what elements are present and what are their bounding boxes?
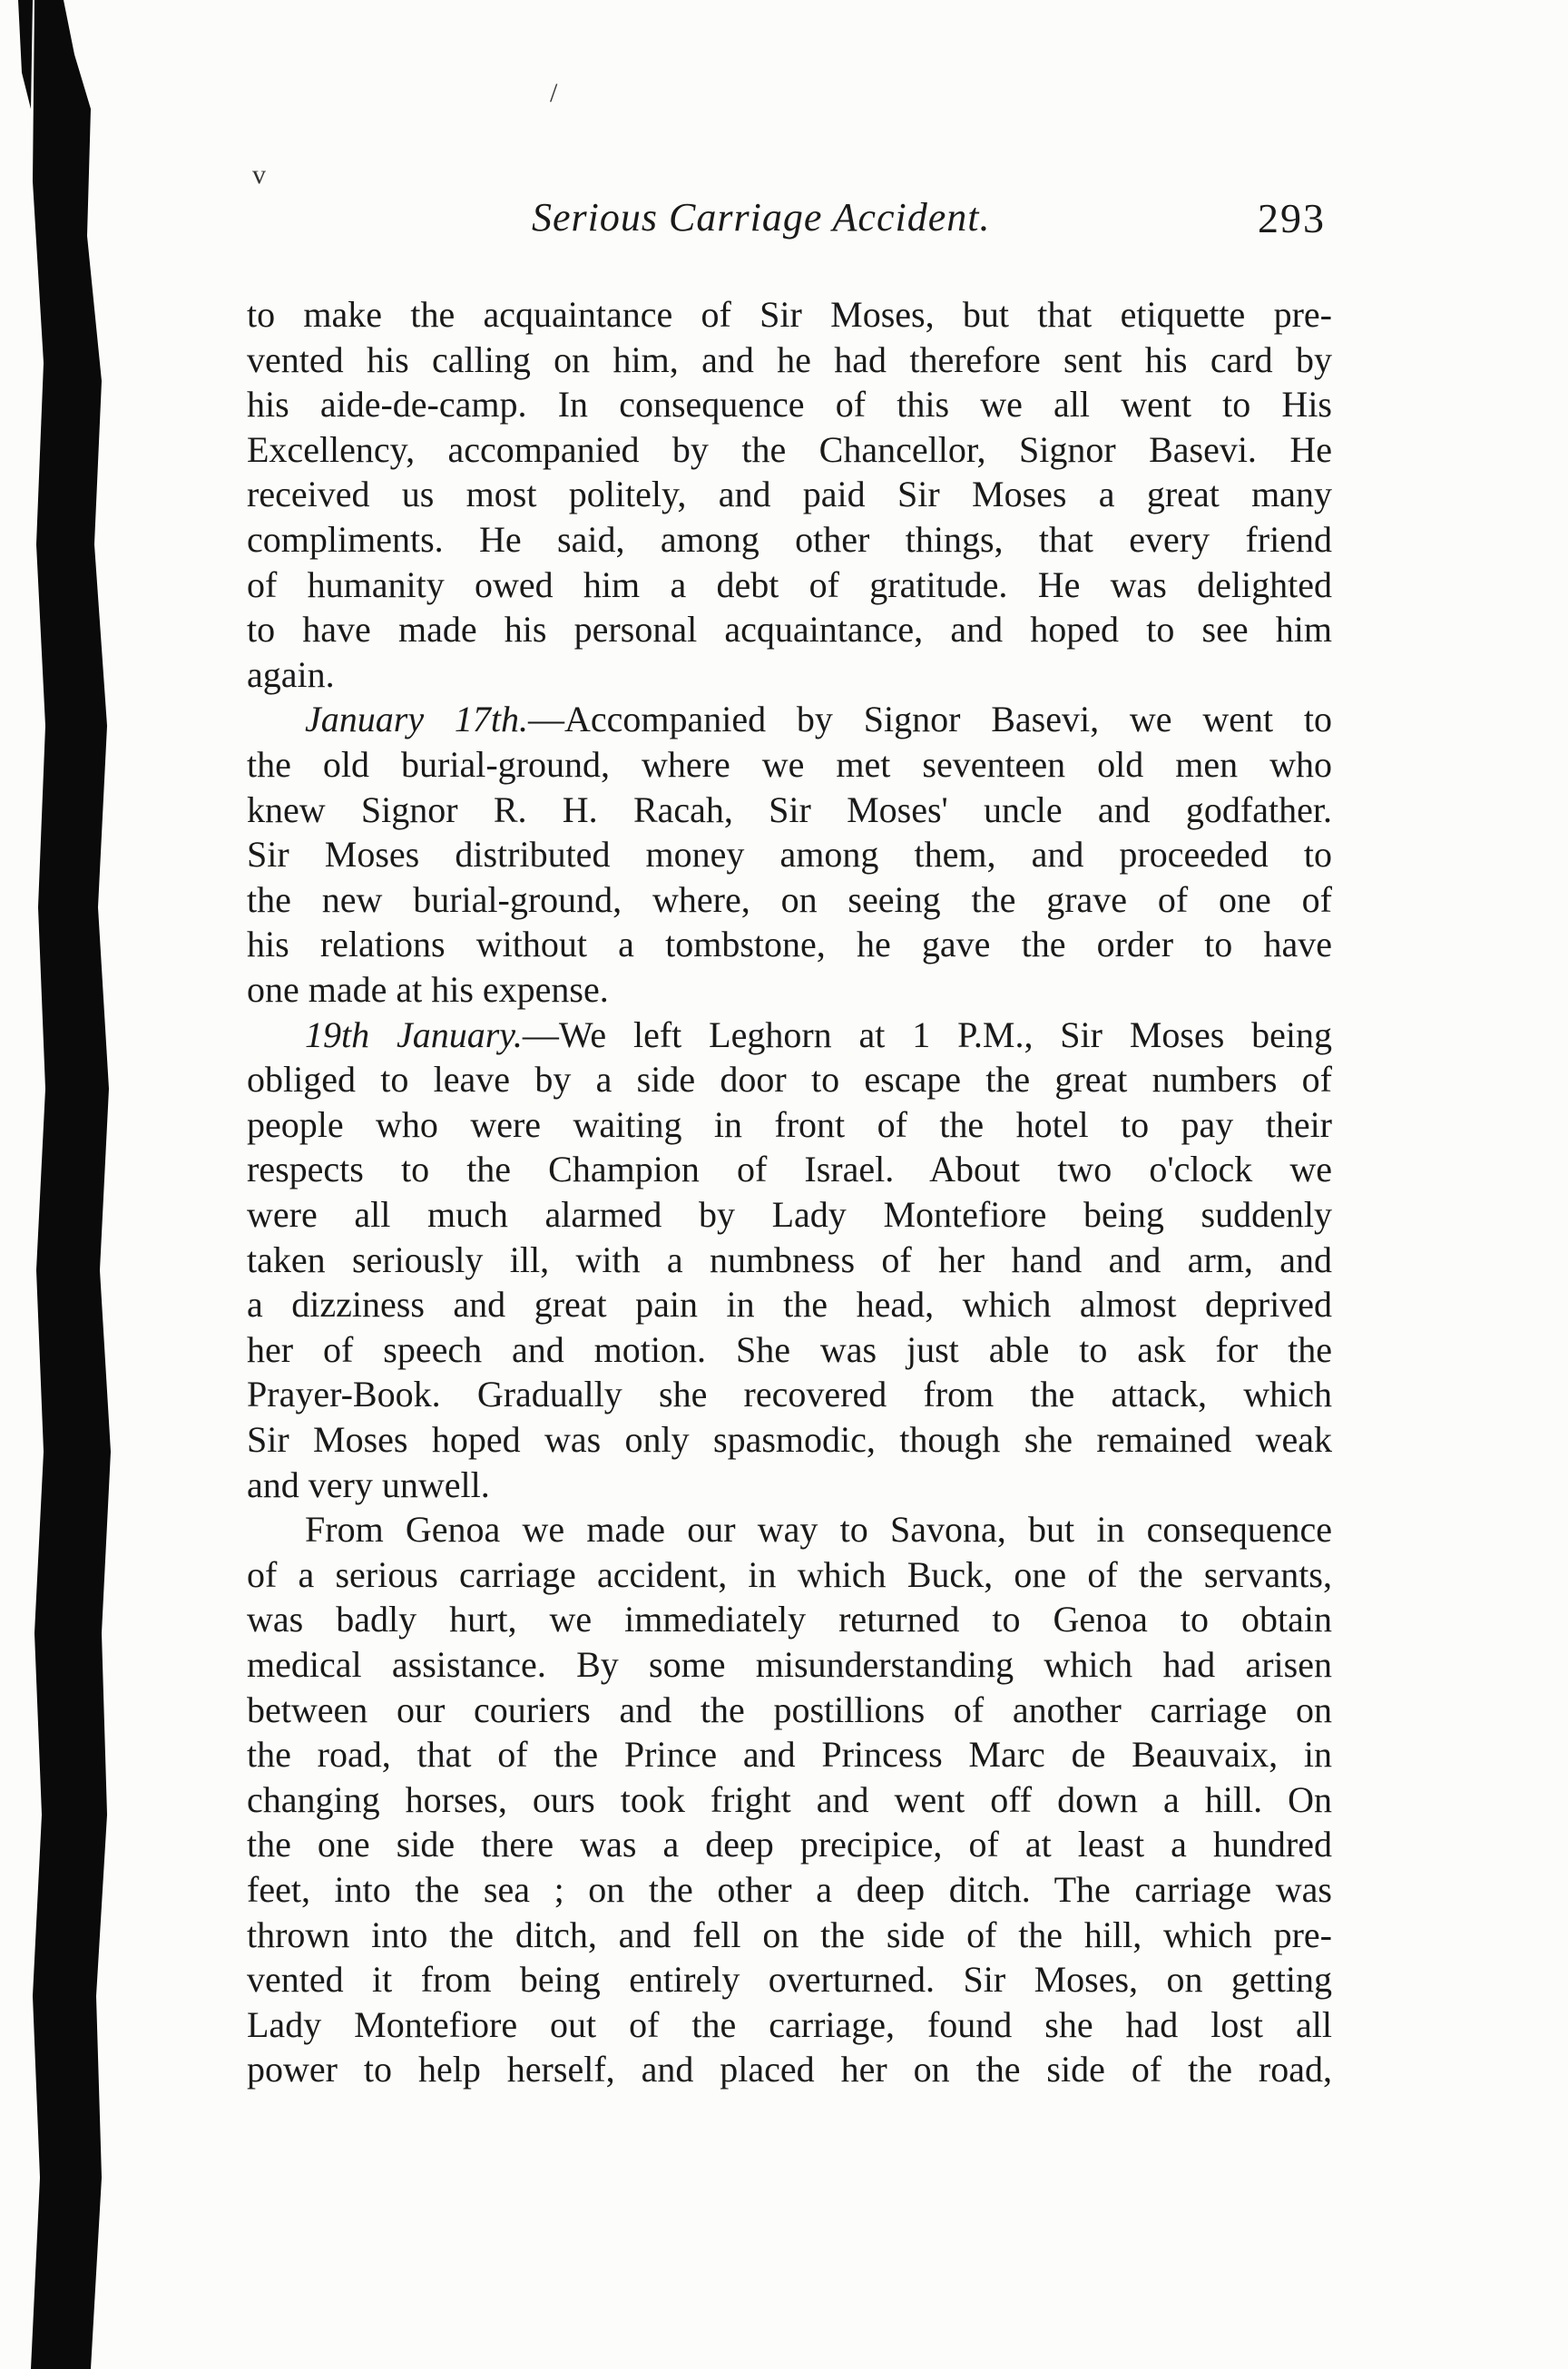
text-line [247, 922, 1332, 967]
line-text: the one side there was a deep precipice, of at least a hundred [247, 1824, 1332, 1865]
line-text: the road, that of the Prince and Princess Marc de Beauvaix, in [247, 1734, 1332, 1776]
line-text: Lady Montefiore out of the carriage, found she had lost all [247, 2003, 1332, 2045]
text-line [247, 382, 1332, 427]
text-line [247, 1867, 1332, 1913]
text-line [247, 1913, 1332, 1958]
line-text: knew Signor R. H. Racah, Sir Moses' uncle and godfather. [247, 788, 1332, 830]
line-text: taken seriously ill, with a numbness of her hand and arm, and [247, 1238, 1332, 1280]
line-text: vented his calling on him, and he had therefore sent his card by [247, 338, 1332, 380]
text-line [247, 1688, 1332, 1733]
text-line [247, 1642, 1332, 1688]
line-text: of a serious carriage accident, in which Buck, one of the servants, [247, 1553, 1332, 1595]
text-line [247, 1057, 1332, 1102]
text-line [247, 427, 1332, 473]
line-text: the new burial-ground, where, on seeing the grave of one of [247, 878, 1332, 920]
text-line [247, 742, 1332, 788]
text-line [305, 1013, 1332, 1058]
scan-mark: v [252, 160, 266, 190]
line-text: was badly hurt, we immediately returned to Genoa to obtain [247, 1599, 1332, 1640]
text-line [247, 1957, 1332, 2002]
text-line [247, 607, 1332, 652]
text-line [247, 2002, 1332, 2048]
line-text: medical assistance. By some misunderstanding which had arisen [247, 1644, 1332, 1685]
text-line [305, 1507, 1332, 1552]
entry-date: January 17th. [305, 699, 528, 740]
line-text: the old burial-ground, where we met seventeen old men who [247, 744, 1332, 785]
line-text: —Accompanied by Signor Basevi, we went to [528, 699, 1333, 740]
line-text: From Genoa we made our way to Savona, but in consequence [305, 1509, 1332, 1551]
text-line [247, 2047, 1332, 2092]
line-text: a dizziness and great pain in the head, which almost deprived [247, 1284, 1332, 1326]
text-line [247, 563, 1332, 608]
text-line [247, 1192, 1332, 1238]
line-text: Sir Moses hoped was only spasmodic, though she remained weak [247, 1419, 1332, 1460]
line-text: again. [247, 653, 335, 695]
line-text: her of speech and motion. She was just able to ask for the [247, 1328, 1332, 1370]
running-title: Serious Carriage Accident. [532, 195, 991, 240]
line-text: thrown into the ditch, and fell on the side of the hill, which pre- [247, 1914, 1332, 1955]
text-line [247, 877, 1332, 923]
line-text: his relations without a tombstone, he gave the order to have [247, 924, 1332, 965]
line-text: changing horses, ours took fright and went off down a hill. On [247, 1778, 1332, 1820]
line-text: Prayer-Book. Gradually she recovered from the attack, which [247, 1374, 1332, 1415]
text-line [247, 1327, 1332, 1373]
line-text: vented it from being entirely overturned. Sir Moses, on getting [247, 1959, 1332, 2001]
text-line [247, 1102, 1332, 1148]
text-line [247, 1777, 1332, 1823]
text-line [247, 1372, 1332, 1417]
line-text: to have made his personal acquaintance, and hoped to see him [247, 609, 1332, 651]
line-text: to make the acquaintance of Sir Moses, but that etiquette pre- [247, 294, 1332, 335]
text-line [247, 832, 1332, 877]
line-text: people who were waiting in front of the hotel to pay their [247, 1103, 1332, 1145]
line-text: power to help herself, and placed her on the side of the road, [247, 2049, 1332, 2090]
text-line [247, 1282, 1332, 1327]
text-line [247, 1552, 1332, 1598]
scan-mark: / [550, 78, 558, 108]
text-line [247, 1732, 1332, 1777]
text-line [247, 1463, 1332, 1508]
line-text: compliments. He said, among other things, that every friend [247, 519, 1332, 560]
text-line [247, 292, 1332, 338]
text-line [247, 1238, 1332, 1283]
line-text: and very unwell. [247, 1463, 490, 1505]
text-line [305, 697, 1332, 742]
text-line [247, 1417, 1332, 1463]
line-text: —We left Leghorn at 1 P.M., Sir Moses being [522, 1013, 1333, 1055]
line-text: one made at his expense. [247, 969, 609, 1010]
text-line [247, 967, 1332, 1013]
line-text: received us most politely, and paid Sir Moses a great many [247, 474, 1332, 515]
line-text: were all much alarmed by Lady Montefiore being suddenly [247, 1194, 1332, 1235]
line-text: his aide-de-camp. In consequence of this we all went to His [247, 384, 1332, 426]
text-line [247, 788, 1332, 833]
text-line [247, 472, 1332, 517]
text-line [247, 1147, 1332, 1192]
text-line [247, 338, 1332, 383]
text-line [247, 517, 1332, 563]
page-number: 293 [1258, 195, 1326, 241]
text-line [247, 652, 1332, 698]
line-text: obliged to leave by a side door to escape the great numbers of [247, 1059, 1332, 1101]
line-text: feet, into the sea ; on the other a deep ditch. The carriage was [247, 1869, 1332, 1910]
line-text: between our couriers and the postillions of another carriage on [247, 1689, 1332, 1730]
line-text: respects to the Champion of Israel. About two o'clock we [247, 1149, 1332, 1190]
line-text: Sir Moses distributed money among them, and proceeded to [247, 834, 1332, 876]
text-line [247, 1597, 1332, 1642]
scanned-binding-edge [0, 0, 127, 2369]
line-text: of humanity owed him a debt of gratitude. He was delighted [247, 563, 1332, 605]
entry-date: 19th January. [305, 1013, 523, 1055]
text-line [247, 1822, 1332, 1867]
line-text: Excellency, accompanied by the Chancellor, Signor Basevi. He [247, 428, 1332, 470]
